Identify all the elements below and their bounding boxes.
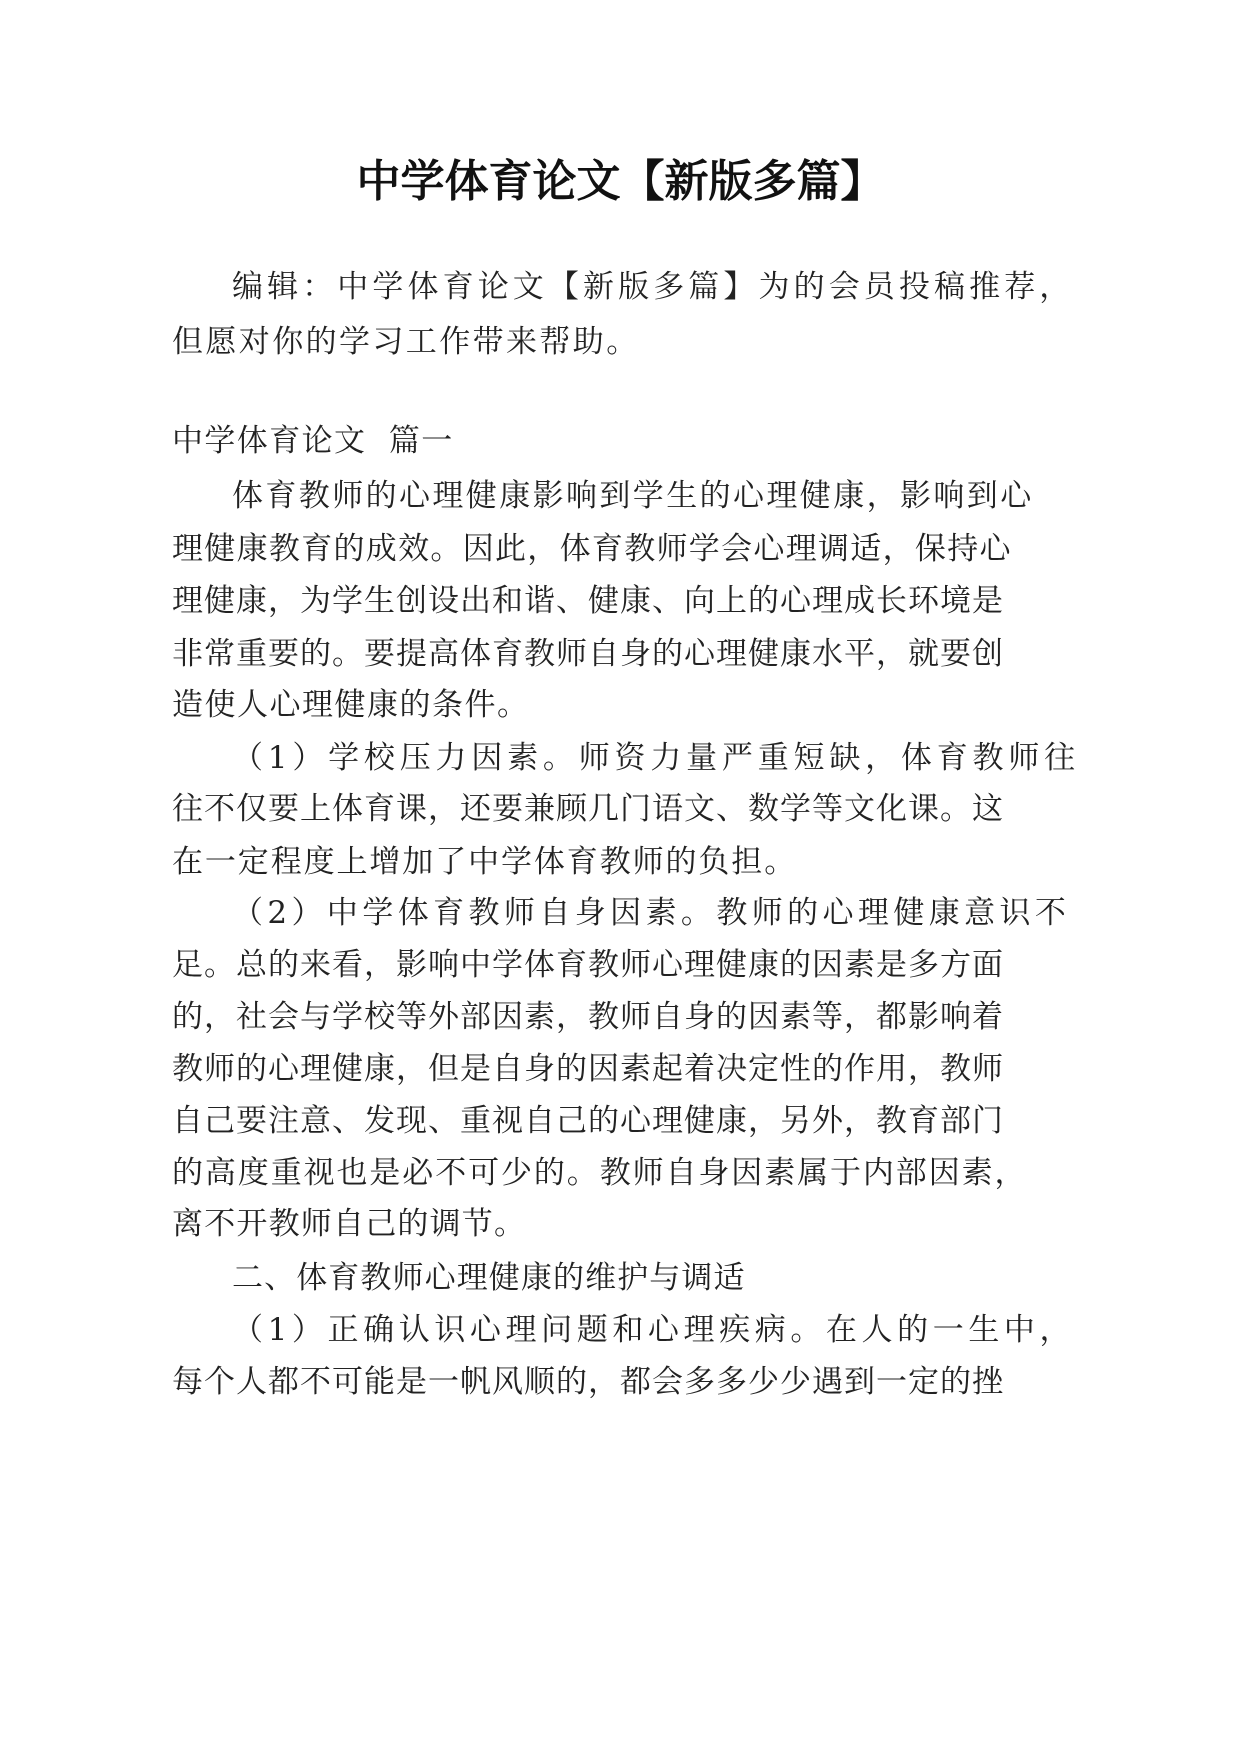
section-heading: 二、体育教师心理健康的维护与调适: [232, 1260, 746, 1296]
text-line: 足。总的来看，影响中学体育教师心理健康的因素是多方面: [172, 947, 1004, 983]
text-line: 但愿对你的学习工作带来帮助。: [172, 324, 640, 360]
text-line: 自己要注意、发现、重视自己的心理健康，另外，教育部门: [172, 1103, 1004, 1139]
text-line: 理健康，为学生创设出和谐、健康、向上的心理成长环境是: [172, 583, 1004, 619]
text-line: 理健康教育的成效。因此，体育教师学会心理调适，保持心: [172, 531, 1012, 567]
text-line: 造使人心理健康的条件。: [172, 687, 530, 723]
document-title: 中学体育论文【新版多篇】: [356, 156, 885, 207]
text-line: （2）中学体育教师自身因素。教师的心理健康意识不: [232, 895, 1071, 931]
text-line: 非常重要的。要提高体育教师自身的心理健康水平，就要创: [172, 636, 1004, 672]
section-heading: 中学体育论文 篇一: [172, 423, 454, 459]
text-line: 往不仅要上体育课，还要兼顾几门语文、数学等文化课。这: [172, 791, 1004, 827]
text-line: 在一定程度上增加了中学体育教师的负担。: [172, 844, 798, 880]
text-line: 的，社会与学校等外部因素，教师自身的因素等，都影响着: [172, 999, 1004, 1035]
text-line: （1）学校压力因素。师资力量严重短缺，体育教师往: [232, 740, 1080, 776]
text-line: 教师的心理健康，但是自身的因素起着决定性的作用，教师: [172, 1051, 1004, 1087]
text-line: 体育教师的心理健康影响到学生的心理健康，影响到心: [232, 478, 1034, 514]
text-line: （1）正确认识心理问题和心理疾病。在人的一生中，: [232, 1312, 1076, 1348]
text-line: 离不开教师自己的调节。: [172, 1206, 527, 1242]
text-line: 每个人都不可能是一帆风顺的，都会多多少少遇到一定的挫: [172, 1364, 1004, 1400]
text-line: 的高度重视也是必不可少的。教师自身因素属于内部因素，: [172, 1155, 1028, 1191]
text-line: 编辑：中学体育论文【新版多篇】为的会员投稿推荐，: [232, 269, 1075, 305]
